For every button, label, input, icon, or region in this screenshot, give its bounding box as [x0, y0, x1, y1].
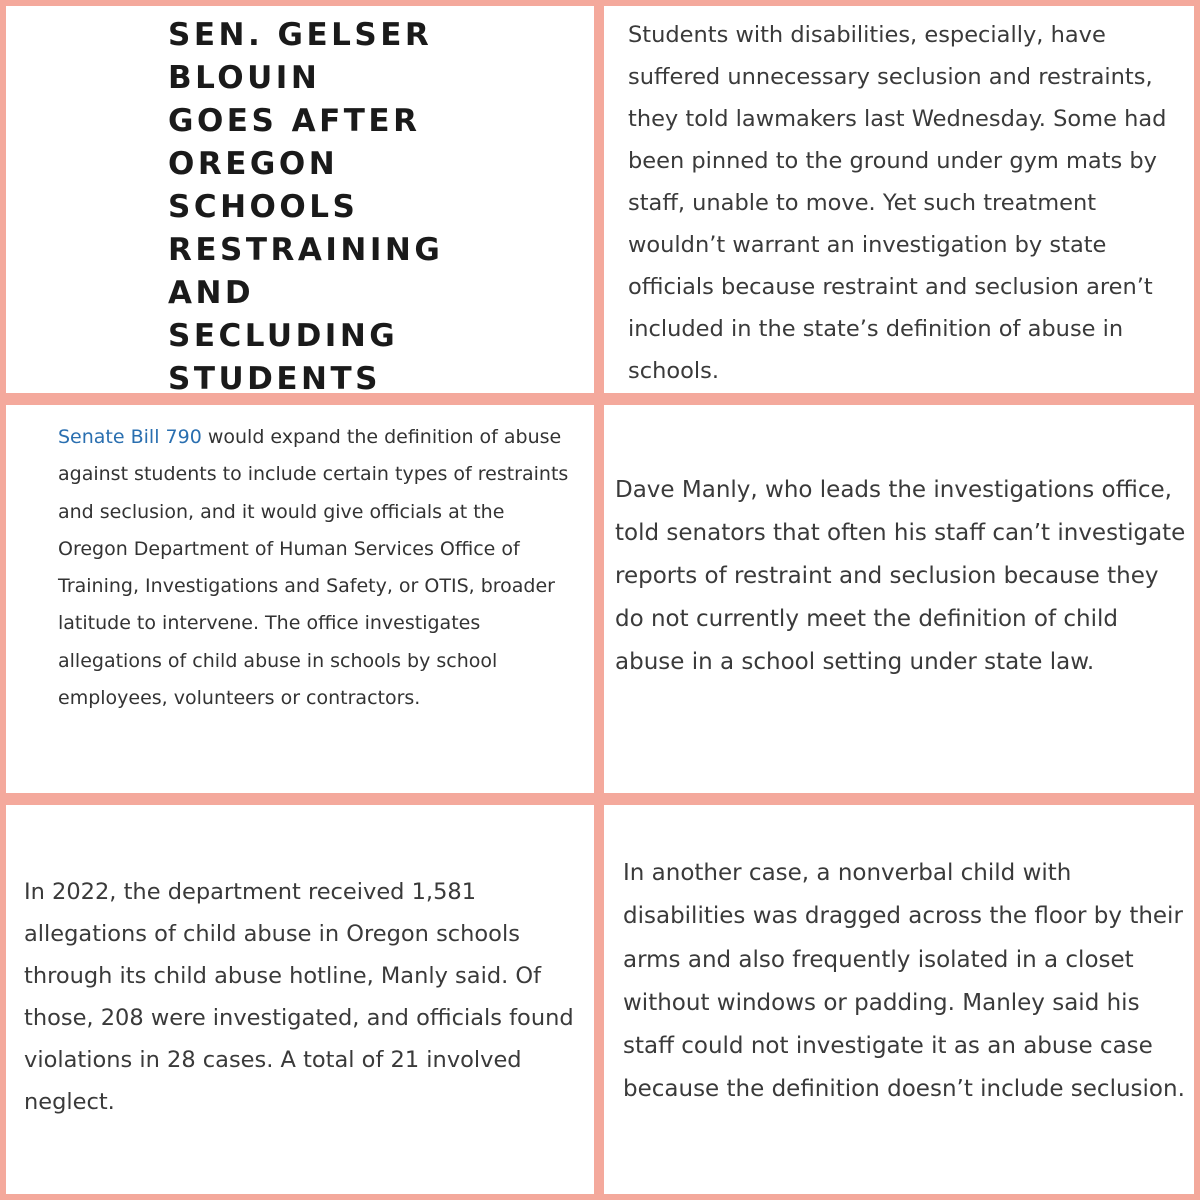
paragraph-students-disabilities: Students with disabilities, especially, have suffered unnecessary seclusion and restraints, they told lawmakers last Wednesday. Some had been pinned to the ground under gym mats by staff, unable to move. Yet such treatment wouldn’t warrant an investigation by state officials because restraint and seclusion aren’t included in the state’s definition of abuse in schools.: [628, 22, 1167, 384]
headline-panel: [6, 6, 594, 393]
headline-line: AND: [168, 275, 255, 311]
headline-line: STUDENTS: [168, 361, 381, 393]
panel-bottom-right: [604, 805, 1194, 1194]
headline-line: OREGON: [168, 146, 339, 182]
panel-bottom-left: [6, 805, 594, 1194]
paragraph-2022-allegations: In 2022, the department received 1,581 allegations of child abuse in Oregon schools through its child abuse hotline, Manly said. Of those, 208 were investigated, and officials found violations in 28 cases. A total of 21 involved neglect.: [24, 879, 574, 1115]
panel-top-right: [604, 6, 1194, 393]
panel-middle-right: [604, 405, 1194, 793]
paragraph-nonverbal-child: In another case, a nonverbal child with disabilities was dragged across the floor by their arms and also frequently isolated in a closet without windows or padding. Manley said his staff could not investigate it as an abuse case because the definition doesn’t include seclusion.: [623, 860, 1185, 1103]
headline-line: GOES AFTER: [168, 103, 421, 139]
headline-line: BLOUIN: [168, 60, 321, 96]
paragraph-dave-manly: Dave Manly, who leads the investigations office, told senators that often his staff can’t investigate reports of restraint and seclusion because they do not currently meet the definition of child abuse in a school setting under state law.: [615, 477, 1186, 675]
headline-line: RESTRAINING: [168, 232, 444, 268]
headline-line: SEN. GELSER: [168, 17, 433, 53]
senate-bill-link[interactable]: Senate Bill 790: [58, 426, 202, 448]
headline-line: SCHOOLS: [168, 189, 359, 225]
panel-middle-left: [6, 405, 594, 793]
headline-line: SECLUDING: [168, 318, 399, 354]
paragraph-senate-bill: [58, 419, 578, 717]
headline: [168, 14, 588, 393]
senate-bill-text: would expand the definition of abuse against students to include certain types of restraints and seclusion, and it would give officials at the Oregon Department of Human Services Office of Training, Investigations and Safety, or OTIS, broader latitude to intervene. The office investigates allegations of child abuse in schools by school employees, volunteers or contractors.: [58, 426, 569, 710]
